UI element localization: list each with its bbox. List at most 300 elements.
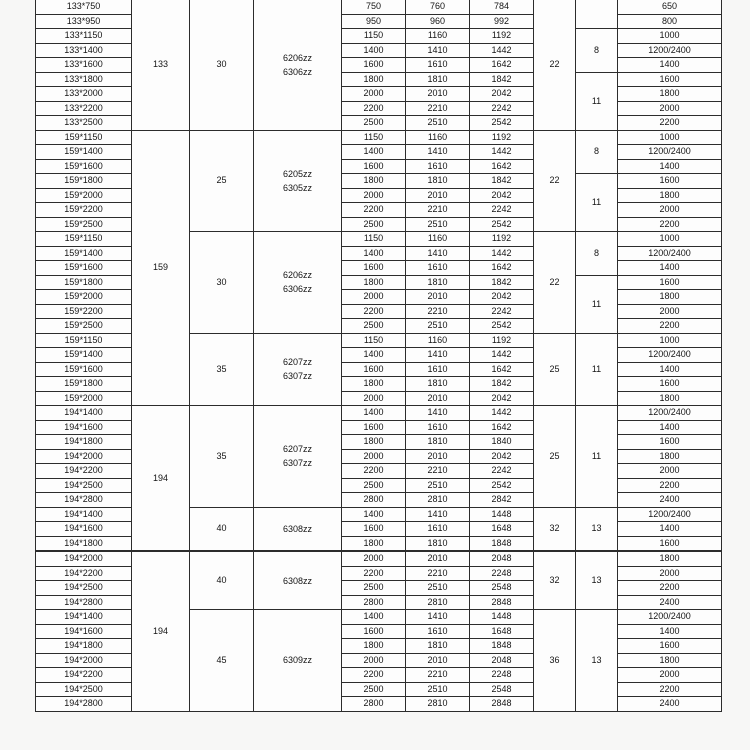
length-cell: 1150 [342, 130, 406, 145]
length-cell: 1810 [406, 275, 470, 290]
length-cell: 1600 [342, 362, 406, 377]
length-cell: 2010 [406, 552, 470, 567]
shaft-cell: 25 [534, 333, 576, 406]
load-cell: 2000 [618, 566, 722, 581]
load-cell: 2200 [618, 682, 722, 697]
key-cell: 8 [576, 29, 618, 73]
length-cell: 1648 [470, 624, 534, 639]
model-cell: 159*2000 [36, 188, 132, 203]
bearing-model: 6307zz [282, 458, 313, 469]
length-cell: 1442 [470, 145, 534, 160]
length-cell: 2042 [470, 290, 534, 305]
length-cell: 2242 [470, 304, 534, 319]
length-cell: 1610 [406, 362, 470, 377]
length-cell: 2042 [470, 449, 534, 464]
key-cell: 13 [576, 507, 618, 551]
load-cell: 1800 [618, 188, 722, 203]
length-cell: 1610 [406, 261, 470, 276]
length-cell: 2542 [470, 319, 534, 334]
model-cell: 159*1800 [36, 174, 132, 189]
length-cell: 1160 [406, 333, 470, 348]
load-cell: 1800 [618, 552, 722, 567]
length-cell: 2242 [470, 101, 534, 116]
bearing-model: 6207zz [282, 357, 313, 368]
length-cell: 1642 [470, 261, 534, 276]
length-cell: 2010 [406, 290, 470, 305]
table-row [36, 130, 722, 145]
shaft-cell: 22 [534, 232, 576, 334]
length-cell: 2010 [406, 653, 470, 668]
load-cell: 2000 [618, 668, 722, 683]
bearing-cell [254, 232, 342, 334]
length-cell: 2010 [406, 188, 470, 203]
bearing-cell [254, 0, 342, 130]
model-cell: 159*2000 [36, 290, 132, 305]
length-cell: 1642 [470, 159, 534, 174]
length-cell: 2210 [406, 668, 470, 683]
model-cell: 194*2800 [36, 493, 132, 508]
model-cell: 194*2500 [36, 682, 132, 697]
model-cell: 159*1400 [36, 246, 132, 261]
length-cell: 1610 [406, 159, 470, 174]
length-cell: 2800 [342, 697, 406, 712]
model-cell: 159*2000 [36, 391, 132, 406]
model-cell: 159*1600 [36, 261, 132, 276]
length-cell: 1810 [406, 72, 470, 87]
key-cell: 11 [576, 72, 618, 130]
load-cell: 1400 [618, 159, 722, 174]
model-cell: 159*2200 [36, 203, 132, 218]
length-cell: 750 [342, 0, 406, 14]
length-cell: 2200 [342, 464, 406, 479]
model-cell: 159*2500 [36, 319, 132, 334]
length-cell: 2510 [406, 116, 470, 131]
length-cell: 2000 [342, 449, 406, 464]
length-cell: 2810 [406, 493, 470, 508]
length-cell: 2000 [342, 87, 406, 102]
load-cell: 1800 [618, 391, 722, 406]
table-row [36, 552, 722, 567]
length-cell: 2248 [470, 668, 534, 683]
length-cell: 992 [470, 14, 534, 29]
load-cell: 1000 [618, 232, 722, 247]
model-cell: 194*1800 [36, 435, 132, 450]
model-cell: 194*2000 [36, 552, 132, 567]
length-cell: 1410 [406, 348, 470, 363]
length-cell: 2848 [470, 595, 534, 610]
length-cell: 2500 [342, 217, 406, 232]
key-cell: 8 [576, 232, 618, 276]
bearing-model: 6306zz [282, 284, 313, 295]
thickness-cell: 30 [190, 232, 254, 334]
model-cell: 159*1150 [36, 130, 132, 145]
load-cell: 1600 [618, 275, 722, 290]
shaft-cell: 22 [534, 0, 576, 130]
length-cell: 2010 [406, 87, 470, 102]
length-cell: 1192 [470, 232, 534, 247]
length-cell: 1648 [470, 522, 534, 537]
length-cell: 2848 [470, 697, 534, 712]
key-cell: 8 [576, 130, 618, 174]
load-cell: 1200/2400 [618, 610, 722, 625]
model-cell: 194*2000 [36, 653, 132, 668]
length-cell: 2210 [406, 566, 470, 581]
model-cell: 159*1400 [36, 348, 132, 363]
length-cell: 1410 [406, 406, 470, 421]
thickness-cell: 35 [190, 406, 254, 508]
length-cell: 2500 [342, 478, 406, 493]
load-cell: 1800 [618, 290, 722, 305]
length-cell: 2042 [470, 87, 534, 102]
length-cell: 1442 [470, 43, 534, 58]
load-cell: 2000 [618, 304, 722, 319]
length-cell: 1810 [406, 174, 470, 189]
model-cell: 159*2500 [36, 217, 132, 232]
length-cell: 2210 [406, 304, 470, 319]
load-cell: 1600 [618, 639, 722, 654]
model-cell: 194*1400 [36, 507, 132, 522]
load-cell: 1000 [618, 333, 722, 348]
length-cell: 1642 [470, 420, 534, 435]
length-cell: 2000 [342, 653, 406, 668]
bearing-model: 6206zz [282, 52, 313, 63]
length-cell: 2542 [470, 116, 534, 131]
key-cell: 11 [576, 174, 618, 232]
length-cell: 1600 [342, 159, 406, 174]
length-cell: 2800 [342, 595, 406, 610]
length-cell: 1400 [342, 610, 406, 625]
load-cell: 1200/2400 [618, 507, 722, 522]
length-cell: 2510 [406, 319, 470, 334]
length-cell: 1192 [470, 333, 534, 348]
length-cell: 2200 [342, 203, 406, 218]
model-cell: 194*2000 [36, 449, 132, 464]
shaft-cell: 32 [534, 552, 576, 610]
length-cell: 2542 [470, 217, 534, 232]
length-cell: 1442 [470, 246, 534, 261]
model-cell: 159*1800 [36, 275, 132, 290]
length-cell: 2200 [342, 566, 406, 581]
length-cell: 1410 [406, 610, 470, 625]
length-cell: 1810 [406, 639, 470, 654]
length-cell: 1800 [342, 275, 406, 290]
length-cell: 1642 [470, 58, 534, 73]
model-cell: 133*1800 [36, 72, 132, 87]
length-cell: 2048 [470, 653, 534, 668]
length-cell: 1400 [342, 507, 406, 522]
model-cell: 133*750 [36, 0, 132, 14]
length-cell: 2200 [342, 101, 406, 116]
bearing-cell [254, 507, 342, 551]
length-cell: 2510 [406, 478, 470, 493]
length-cell: 1800 [342, 435, 406, 450]
length-cell: 2510 [406, 581, 470, 596]
length-cell: 1600 [342, 624, 406, 639]
length-cell: 950 [342, 14, 406, 29]
length-cell: 1192 [470, 29, 534, 44]
length-cell: 2000 [342, 290, 406, 305]
length-cell: 2048 [470, 552, 534, 567]
load-cell: 1400 [618, 58, 722, 73]
key-cell: 11 [576, 406, 618, 508]
load-cell: 1200/2400 [618, 406, 722, 421]
bearing-cell [254, 333, 342, 406]
length-cell: 1442 [470, 406, 534, 421]
roller-spec-table-lower [35, 551, 722, 712]
length-cell: 2210 [406, 464, 470, 479]
length-cell: 1160 [406, 130, 470, 145]
model-cell: 159*1400 [36, 145, 132, 160]
length-cell: 1800 [342, 639, 406, 654]
thickness-cell: 45 [190, 610, 254, 712]
length-cell: 1160 [406, 29, 470, 44]
bearing-model: 6309zz [282, 655, 313, 666]
load-cell: 2000 [618, 203, 722, 218]
load-cell: 1800 [618, 87, 722, 102]
length-cell: 1600 [342, 261, 406, 276]
length-cell: 784 [470, 0, 534, 14]
load-cell: 1400 [618, 624, 722, 639]
length-cell: 1400 [342, 348, 406, 363]
load-cell: 2000 [618, 464, 722, 479]
load-cell: 2200 [618, 116, 722, 131]
model-cell: 194*2800 [36, 595, 132, 610]
thickness-cell: 30 [190, 0, 254, 130]
model-cell: 133*2000 [36, 87, 132, 102]
table-row [36, 406, 722, 421]
bearing-model: 6207zz [282, 444, 313, 455]
length-cell: 2242 [470, 203, 534, 218]
model-cell: 159*2200 [36, 304, 132, 319]
length-cell: 1192 [470, 130, 534, 145]
length-cell: 2800 [342, 493, 406, 508]
model-cell: 133*2200 [36, 101, 132, 116]
length-cell: 2000 [342, 188, 406, 203]
length-cell: 2010 [406, 449, 470, 464]
length-cell: 1600 [342, 58, 406, 73]
load-cell: 2200 [618, 319, 722, 334]
length-cell: 1400 [342, 246, 406, 261]
model-cell: 159*1150 [36, 232, 132, 247]
length-cell: 2242 [470, 464, 534, 479]
key-cell [576, 0, 618, 29]
length-cell: 1400 [342, 406, 406, 421]
load-cell: 1200/2400 [618, 43, 722, 58]
bearing-cell [254, 406, 342, 508]
bearing-model: 6308zz [282, 575, 313, 586]
load-cell: 2400 [618, 697, 722, 712]
load-cell: 1200/2400 [618, 246, 722, 261]
load-cell: 2400 [618, 595, 722, 610]
length-cell: 1400 [342, 145, 406, 160]
length-cell: 2210 [406, 101, 470, 116]
model-cell: 194*2200 [36, 464, 132, 479]
load-cell: 1800 [618, 449, 722, 464]
length-cell: 1842 [470, 275, 534, 290]
length-cell: 1400 [342, 43, 406, 58]
length-cell: 1810 [406, 536, 470, 551]
length-cell: 1842 [470, 174, 534, 189]
length-cell: 1800 [342, 72, 406, 87]
length-cell: 2548 [470, 682, 534, 697]
length-cell: 1800 [342, 536, 406, 551]
shaft-cell: 25 [534, 406, 576, 508]
model-cell: 159*1150 [36, 333, 132, 348]
length-cell: 2010 [406, 391, 470, 406]
length-cell: 1442 [470, 348, 534, 363]
model-cell: 194*2200 [36, 668, 132, 683]
model-cell: 133*1400 [36, 43, 132, 58]
bearing-model: 6307zz [282, 371, 313, 382]
length-cell: 2510 [406, 682, 470, 697]
table-row [36, 0, 722, 14]
length-cell: 1150 [342, 29, 406, 44]
model-cell: 133*2500 [36, 116, 132, 131]
length-cell: 1160 [406, 232, 470, 247]
length-cell: 1800 [342, 377, 406, 392]
length-cell: 1410 [406, 145, 470, 160]
thickness-cell: 25 [190, 130, 254, 232]
load-cell: 1600 [618, 536, 722, 551]
shaft-cell: 32 [534, 507, 576, 551]
diameter-cell: 159 [132, 130, 190, 406]
bearing-cell [254, 130, 342, 232]
length-cell: 2248 [470, 566, 534, 581]
key-cell: 11 [576, 333, 618, 406]
load-cell: 1800 [618, 653, 722, 668]
length-cell: 1610 [406, 420, 470, 435]
model-cell: 194*1600 [36, 522, 132, 537]
bearing-cell [254, 552, 342, 610]
model-cell: 159*1600 [36, 159, 132, 174]
length-cell: 2000 [342, 552, 406, 567]
key-cell: 13 [576, 552, 618, 610]
load-cell: 800 [618, 14, 722, 29]
length-cell: 2500 [342, 682, 406, 697]
length-cell: 2810 [406, 595, 470, 610]
model-cell: 133*950 [36, 14, 132, 29]
model-cell: 159*1600 [36, 362, 132, 377]
load-cell: 2000 [618, 101, 722, 116]
length-cell: 1150 [342, 232, 406, 247]
length-cell: 1810 [406, 377, 470, 392]
length-cell: 2200 [342, 304, 406, 319]
length-cell: 2548 [470, 581, 534, 596]
model-cell: 133*1150 [36, 29, 132, 44]
length-cell: 760 [406, 0, 470, 14]
diameter-cell: 133 [132, 0, 190, 130]
length-cell: 1610 [406, 58, 470, 73]
model-cell: 159*1800 [36, 377, 132, 392]
load-cell: 1400 [618, 362, 722, 377]
length-cell: 1848 [470, 639, 534, 654]
bearing-model: 6305zz [282, 182, 313, 193]
load-cell: 1000 [618, 130, 722, 145]
bearing-cell [254, 610, 342, 712]
model-cell: 194*1400 [36, 406, 132, 421]
bearing-model: 6206zz [282, 270, 313, 281]
load-cell: 1600 [618, 174, 722, 189]
length-cell: 1842 [470, 72, 534, 87]
length-cell: 1848 [470, 536, 534, 551]
load-cell: 1200/2400 [618, 145, 722, 160]
length-cell: 2510 [406, 217, 470, 232]
length-cell: 1642 [470, 362, 534, 377]
length-cell: 2500 [342, 319, 406, 334]
length-cell: 1410 [406, 507, 470, 522]
load-cell: 1400 [618, 522, 722, 537]
length-cell: 1410 [406, 43, 470, 58]
length-cell: 2000 [342, 391, 406, 406]
load-cell: 650 [618, 0, 722, 14]
load-cell: 1000 [618, 29, 722, 44]
length-cell: 2500 [342, 581, 406, 596]
length-cell: 1800 [342, 174, 406, 189]
model-cell: 194*1600 [36, 624, 132, 639]
length-cell: 1600 [342, 420, 406, 435]
length-cell: 1600 [342, 522, 406, 537]
model-cell: 194*2200 [36, 566, 132, 581]
model-cell: 194*1400 [36, 610, 132, 625]
length-cell: 2542 [470, 478, 534, 493]
length-cell: 960 [406, 14, 470, 29]
load-cell: 1600 [618, 72, 722, 87]
shaft-cell: 22 [534, 130, 576, 232]
key-cell: 13 [576, 610, 618, 712]
length-cell: 1842 [470, 377, 534, 392]
bearing-model: 6205zz [282, 168, 313, 179]
load-cell: 2200 [618, 581, 722, 596]
length-cell: 2810 [406, 697, 470, 712]
load-cell: 2200 [618, 478, 722, 493]
load-cell: 2200 [618, 217, 722, 232]
length-cell: 1610 [406, 624, 470, 639]
model-cell: 194*1600 [36, 420, 132, 435]
key-cell: 11 [576, 275, 618, 333]
model-cell: 194*1800 [36, 639, 132, 654]
length-cell: 1610 [406, 522, 470, 537]
length-cell: 1448 [470, 507, 534, 522]
roller-spec-table-upper [35, 0, 722, 551]
length-cell: 2210 [406, 203, 470, 218]
thickness-cell: 35 [190, 333, 254, 406]
length-cell: 2042 [470, 188, 534, 203]
length-cell: 1840 [470, 435, 534, 450]
model-cell: 133*1600 [36, 58, 132, 73]
model-cell: 194*1800 [36, 536, 132, 551]
length-cell: 2842 [470, 493, 534, 508]
bearing-model: 6308zz [282, 523, 313, 534]
length-cell: 1410 [406, 246, 470, 261]
length-cell: 1150 [342, 333, 406, 348]
load-cell: 1200/2400 [618, 348, 722, 363]
load-cell: 1600 [618, 435, 722, 450]
diameter-cell: 194 [132, 406, 190, 551]
load-cell: 1400 [618, 261, 722, 276]
length-cell: 2200 [342, 668, 406, 683]
thickness-cell: 40 [190, 507, 254, 551]
bearing-model: 6306zz [282, 66, 313, 77]
thickness-cell: 40 [190, 552, 254, 610]
length-cell: 2500 [342, 116, 406, 131]
length-cell: 1810 [406, 435, 470, 450]
shaft-cell: 36 [534, 610, 576, 712]
length-cell: 2042 [470, 391, 534, 406]
length-cell: 1448 [470, 610, 534, 625]
load-cell: 1400 [618, 420, 722, 435]
model-cell: 194*2500 [36, 478, 132, 493]
model-cell: 194*2800 [36, 697, 132, 712]
